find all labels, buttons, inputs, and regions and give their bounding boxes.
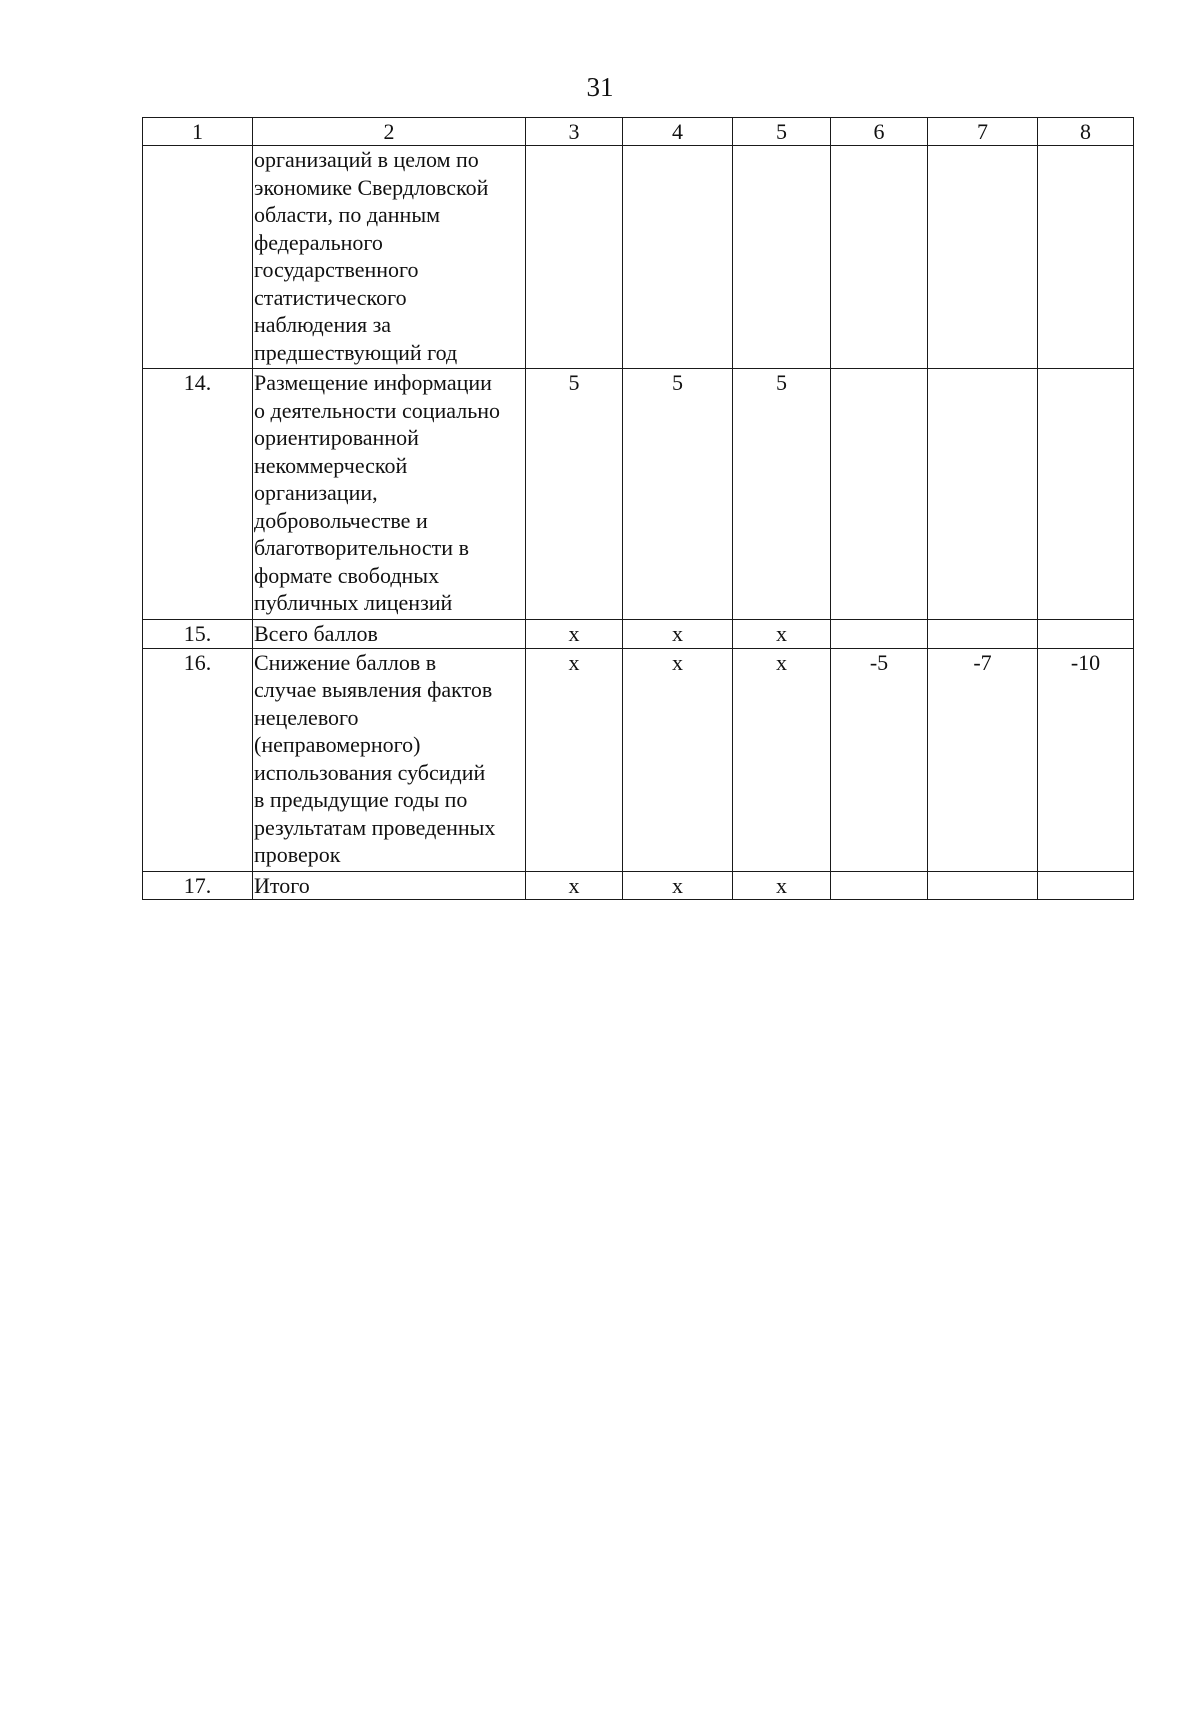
- value-cell-col8: [1038, 369, 1134, 620]
- description-line: Размещение информации: [254, 370, 492, 395]
- value-cell-col3: x: [526, 871, 623, 900]
- row-description: [253, 871, 526, 900]
- description-line: области, по данным: [254, 202, 441, 227]
- table-row: [143, 146, 1134, 369]
- value-cell-col6: [831, 871, 928, 900]
- value-cell-col3: x: [526, 620, 623, 649]
- description-line: экономике Свердловской: [254, 174, 489, 200]
- row-description: [253, 369, 526, 620]
- value-cell-col8: -10: [1038, 648, 1134, 871]
- value-cell-col5: x: [733, 871, 831, 900]
- value-cell-col5: 5: [733, 369, 831, 620]
- table-row: [143, 620, 1134, 649]
- header-cell: 6: [831, 118, 928, 146]
- description-line: (неправомерного): [254, 732, 421, 757]
- header-cell: 1: [143, 118, 253, 146]
- value-cell-col8: [1038, 620, 1134, 649]
- value-cell-col5: x: [733, 620, 831, 649]
- description-line: организаций в целом по: [254, 147, 479, 172]
- header-cell: 4: [623, 118, 733, 146]
- description-line: о деятельности социально: [254, 397, 500, 423]
- description-line: предшествующий год: [254, 339, 458, 365]
- row-number: 17.: [143, 871, 253, 900]
- header-cell: 5: [733, 118, 831, 146]
- value-cell-col4: 5: [623, 369, 733, 620]
- row-number: [143, 146, 253, 369]
- value-cell-col5: [733, 146, 831, 369]
- description-line: организации,: [254, 480, 378, 505]
- description-line: случае выявления фактов: [254, 677, 493, 702]
- description-line: благотворительности в: [254, 535, 469, 560]
- row-description: [253, 146, 526, 369]
- value-cell-col6: [831, 620, 928, 649]
- table-header-row: [143, 118, 1134, 146]
- header-cell: 2: [253, 118, 526, 146]
- header-cell: 3: [526, 118, 623, 146]
- row-description: [253, 620, 526, 649]
- description-line: федерального: [254, 229, 383, 255]
- description-line: формате свободных: [254, 562, 440, 588]
- description-line: Итого: [254, 872, 310, 898]
- description-line: в предыдущие годы по: [254, 787, 468, 812]
- description-line: Всего баллов: [254, 621, 378, 646]
- value-cell-col8: [1038, 871, 1134, 900]
- description-line: публичных лицензий: [254, 590, 453, 615]
- value-cell-col7: -7: [928, 648, 1038, 871]
- description-line: статистического: [254, 284, 407, 310]
- table-row: [143, 369, 1134, 620]
- value-cell-col3: 5: [526, 369, 623, 620]
- description-line: наблюдения за: [254, 312, 392, 337]
- value-cell-col8: [1038, 146, 1134, 369]
- value-cell-col3: [526, 146, 623, 369]
- value-cell-col7: [928, 369, 1038, 620]
- value-cell-col6: [831, 146, 928, 369]
- description-line: результатам проведенных: [254, 814, 496, 840]
- value-cell-col4: x: [623, 620, 733, 649]
- value-cell-col7: [928, 620, 1038, 649]
- value-cell-col6: -5: [831, 648, 928, 871]
- description-line: государственного: [254, 257, 419, 282]
- description-line: Снижение баллов в: [254, 649, 437, 675]
- description-line: нецелевого: [254, 704, 359, 730]
- page-number: 31: [586, 72, 614, 102]
- description-line: ориентированной: [254, 425, 419, 450]
- description-line: проверок: [254, 842, 341, 867]
- value-cell-col7: [928, 146, 1038, 369]
- value-cell-col3: x: [526, 648, 623, 871]
- value-cell-col4: [623, 146, 733, 369]
- row-description: [253, 648, 526, 871]
- table-row: [143, 648, 1134, 871]
- header-cell: 8: [1038, 118, 1134, 146]
- description-line: добровольчестве и: [254, 507, 428, 533]
- value-cell-col5: x: [733, 648, 831, 871]
- description-line: некоммерческой: [254, 452, 408, 478]
- table-row: [143, 871, 1134, 900]
- value-cell-col4: x: [623, 871, 733, 900]
- value-cell-col4: x: [623, 648, 733, 871]
- row-number: 14.: [143, 369, 253, 620]
- description-line: использования субсидий: [254, 759, 486, 785]
- header-cell: 7: [928, 118, 1038, 146]
- row-number: 15.: [143, 620, 253, 649]
- value-cell-col6: [831, 369, 928, 620]
- row-number: 16.: [143, 648, 253, 871]
- scoring-table: [142, 117, 1134, 900]
- value-cell-col7: [928, 871, 1038, 900]
